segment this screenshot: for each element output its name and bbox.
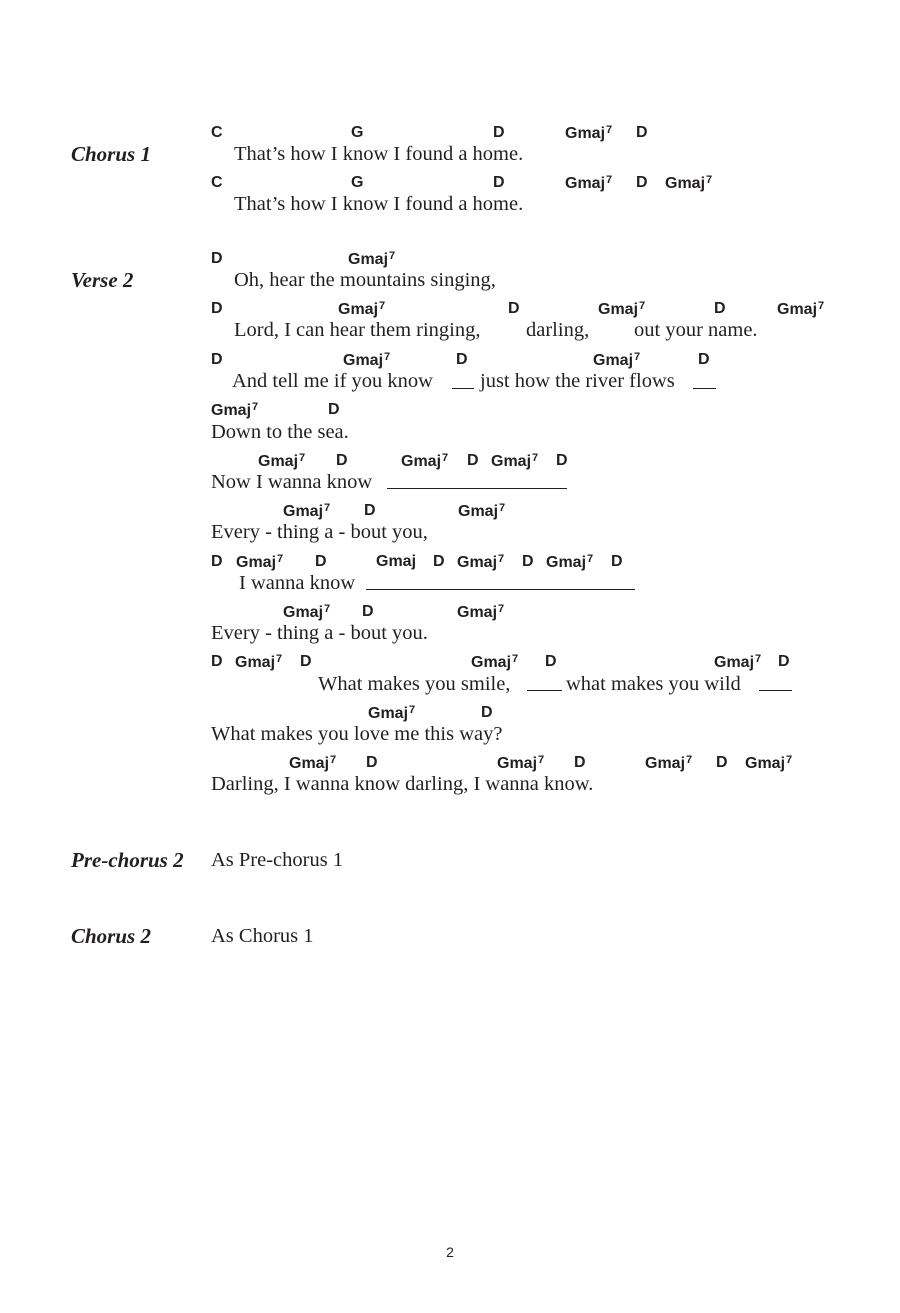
lyric-line: Down to the sea. bbox=[211, 421, 349, 443]
chord-symbol: Gmaj$^7$ bbox=[593, 351, 641, 369]
chord-symbol: C bbox=[211, 174, 223, 191]
chord-symbol: Gmaj$^7$ bbox=[458, 502, 506, 520]
chord-symbol: Gmaj$^7$ bbox=[258, 452, 306, 470]
chord-symbol: Gmaj$^7$ bbox=[401, 452, 449, 470]
chord-symbol: D bbox=[211, 300, 223, 317]
lyric-line: what makes you wild bbox=[566, 673, 741, 695]
section-label-chorus-2: Chorus 2 bbox=[71, 924, 151, 948]
melisma-line bbox=[693, 388, 716, 389]
chord-symbol: Gmaj$^7$ bbox=[565, 174, 613, 192]
section-label-chorus-1: Chorus 1 bbox=[71, 142, 151, 166]
chord-symbol: Gmaj$^7$ bbox=[546, 553, 594, 571]
lyric-line: out your name. bbox=[634, 319, 758, 341]
chord-symbol: D bbox=[545, 653, 557, 670]
chord-symbol: D bbox=[362, 603, 374, 620]
lyric-line: I wanna know bbox=[239, 572, 356, 594]
chord-symbol: D bbox=[698, 351, 710, 368]
lyric-line: just how the river flows bbox=[480, 370, 675, 392]
chord-symbol: Gmaj$^7$ bbox=[368, 704, 416, 722]
section-label-verse-2: Verse 2 bbox=[71, 268, 134, 292]
chord-symbol: D bbox=[467, 452, 479, 469]
direction-chorus-2: As Chorus 1 bbox=[211, 925, 314, 947]
chord-symbol: D bbox=[493, 124, 505, 141]
chord-symbol: D bbox=[611, 553, 623, 570]
melisma-line bbox=[387, 488, 567, 489]
chord-symbol: Gmaj$^7$ bbox=[348, 250, 396, 268]
chord-symbol: D bbox=[508, 300, 520, 317]
chord-symbol: Gmaj$^7$ bbox=[457, 603, 505, 621]
chord-symbol: D bbox=[522, 553, 534, 570]
chord-symbol: Gmaj$^7$ bbox=[745, 754, 793, 772]
lyric-line: darling, bbox=[526, 319, 590, 341]
chord-symbol: G bbox=[351, 124, 364, 141]
chord-symbol: D bbox=[778, 653, 790, 670]
lyric-line: That’s how I know I found a home. bbox=[234, 143, 524, 165]
chord-symbol: Gmaj$^7$ bbox=[665, 174, 713, 192]
chord-symbol: D bbox=[636, 124, 648, 141]
lyric-line: What makes you love me this way? bbox=[211, 723, 503, 745]
chord-symbol: D bbox=[556, 452, 568, 469]
lyric-line: What makes you smile, bbox=[318, 673, 511, 695]
chord-symbol: D bbox=[328, 401, 340, 418]
chord-symbol: Gmaj$^7$ bbox=[283, 603, 331, 621]
chord-symbol: D bbox=[481, 704, 493, 721]
chord-symbol: D bbox=[336, 452, 348, 469]
chord-symbol: D bbox=[300, 653, 312, 670]
section-label-pre-chorus-2: Pre-chorus 2 bbox=[71, 848, 184, 872]
lyric-line: Now I wanna know bbox=[211, 471, 373, 493]
chord-symbol: D bbox=[574, 754, 586, 771]
chord-symbol: D bbox=[714, 300, 726, 317]
melisma-line bbox=[759, 690, 792, 691]
melisma-line bbox=[366, 589, 635, 590]
chord-symbol: Gmaj$^7$ bbox=[714, 653, 762, 671]
chord-symbol: Gmaj$^7$ bbox=[343, 351, 391, 369]
chord-symbol: Gmaj$^7$ bbox=[457, 553, 505, 571]
chord-symbol: Gmaj$^7$ bbox=[236, 553, 284, 571]
lyric-line: Every - thing a - bout you. bbox=[211, 622, 428, 644]
chord-symbol: Gmaj$^7$ bbox=[497, 754, 545, 772]
chord-symbol: D bbox=[456, 351, 468, 368]
chord-symbol: D bbox=[211, 250, 223, 267]
lyric-line: Every - thing a - bout you, bbox=[211, 521, 428, 543]
chord-symbol: D bbox=[433, 553, 445, 570]
lyric-line: Darling, I wanna know darling, I wanna know. bbox=[211, 773, 594, 795]
lyric-line: That’s how I know I found a home. bbox=[234, 193, 524, 215]
melisma-line bbox=[527, 690, 562, 691]
chord-symbol: Gmaj$^7$ bbox=[777, 300, 825, 318]
page-number: 2 bbox=[446, 1244, 454, 1260]
chord-symbol: Gmaj$^7$ bbox=[211, 401, 259, 419]
chord-symbol: D bbox=[636, 174, 648, 191]
chord-symbol: D bbox=[211, 351, 223, 368]
chord-symbol: Gmaj$^7$ bbox=[491, 452, 539, 470]
chord-symbol: D bbox=[716, 754, 728, 771]
chord-symbol: Gmaj$^7$ bbox=[338, 300, 386, 318]
chord-symbol: Gmaj$^7$ bbox=[235, 653, 283, 671]
chord-symbol: C bbox=[211, 124, 223, 141]
chord-symbol: D bbox=[315, 553, 327, 570]
chord-symbol: Gmaj$^7$ bbox=[289, 754, 337, 772]
chord-symbol: D bbox=[364, 502, 376, 519]
chord-symbol: Gmaj bbox=[376, 553, 417, 570]
chord-symbol: D bbox=[211, 653, 223, 670]
lyric-line: Lord, I can hear them ringing, bbox=[234, 319, 481, 341]
lyric-line: Oh, hear the mountains singing, bbox=[234, 269, 496, 291]
chord-symbol: Gmaj$^7$ bbox=[471, 653, 519, 671]
chord-symbol: Gmaj$^7$ bbox=[565, 124, 613, 142]
chord-symbol: Gmaj$^7$ bbox=[645, 754, 693, 772]
chord-symbol: Gmaj$^7$ bbox=[283, 502, 331, 520]
chord-symbol: G bbox=[351, 174, 364, 191]
chord-symbol: D bbox=[211, 553, 223, 570]
direction-pre-chorus-2: As Pre-chorus 1 bbox=[211, 849, 344, 871]
chord-symbol: D bbox=[366, 754, 378, 771]
chord-symbol: D bbox=[493, 174, 505, 191]
melisma-line bbox=[452, 388, 474, 389]
chord-symbol: Gmaj$^7$ bbox=[598, 300, 646, 318]
lyric-line: And tell me if you know bbox=[232, 370, 433, 392]
